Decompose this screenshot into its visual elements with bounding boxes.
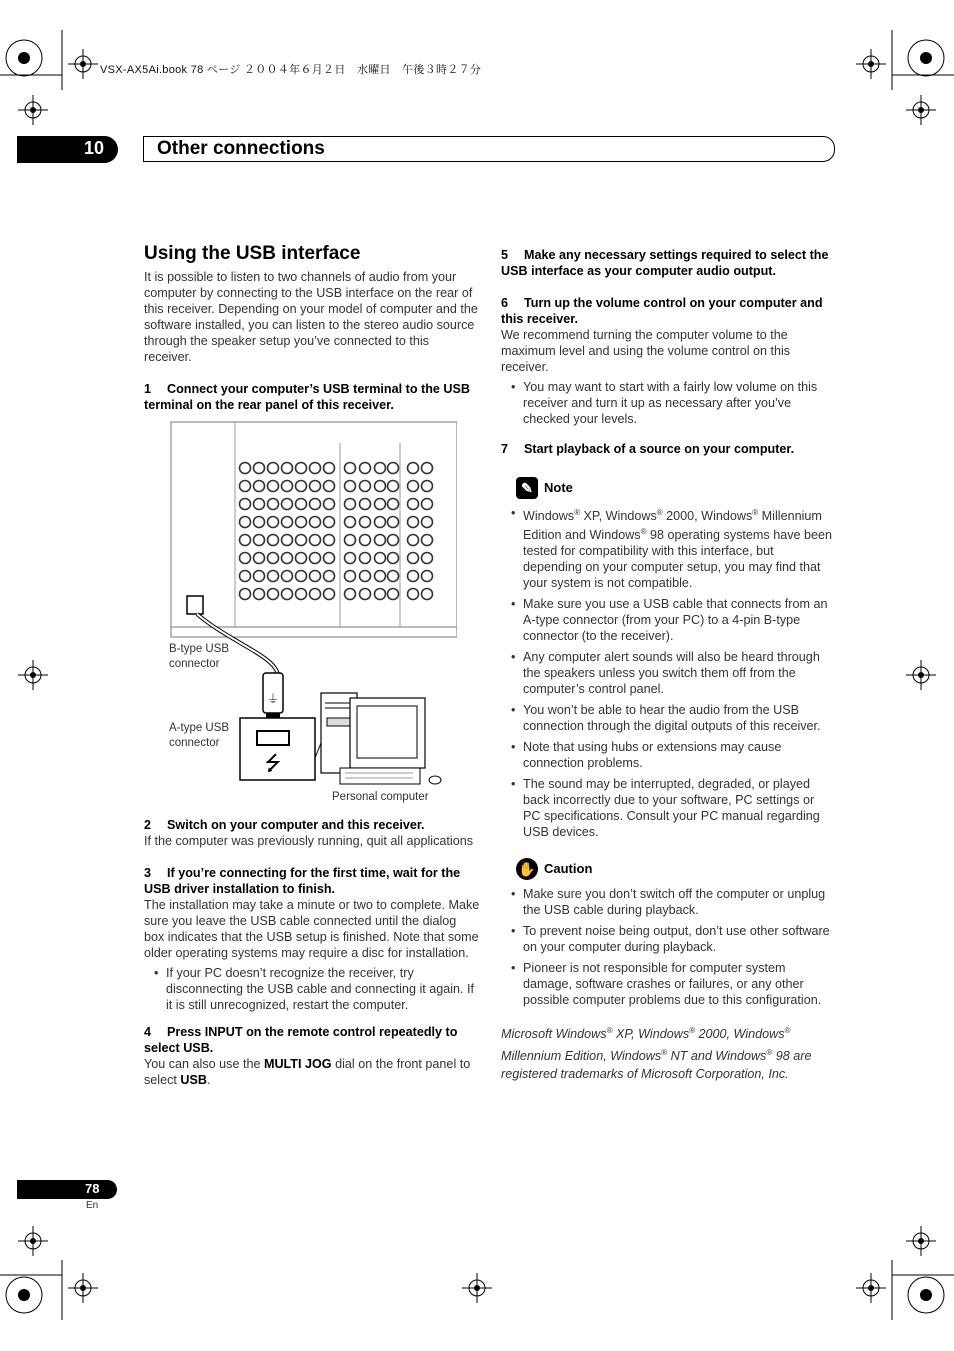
panel-jack-icon — [375, 481, 386, 492]
step-4-body: You can also use the MULTI JOG dial on the front panel to select USB. — [144, 1057, 471, 1087]
note-title: Note — [544, 480, 573, 495]
receiver-rear-panel — [171, 422, 457, 637]
usb-port-icon — [187, 596, 203, 614]
panel-jack-icon — [268, 463, 279, 474]
panel-jack-icon — [422, 499, 433, 510]
panel-jack-icon — [408, 571, 419, 582]
panel-jack-icon — [360, 589, 371, 600]
list-item: • If your PC doesn’t recognize the receiver, try disconnecting the USB cable and connecting it again. If it is still unrecognized, restart the computer. — [166, 965, 480, 1013]
panel-jack-icon — [282, 463, 293, 474]
panel-jack-icon — [240, 553, 251, 564]
panel-jack-icon — [345, 553, 356, 564]
panel-jack-icon — [268, 499, 279, 510]
list-item: • Pioneer is not responsible for computer system damage, software crashes or failures, or any other possible computer problems due to this configuration. — [523, 960, 835, 1008]
list-item: • To prevent noise being output, don’t use other software on your computer during playback. — [523, 923, 835, 955]
panel-jack-icon — [375, 589, 386, 600]
panel-jack-icon — [254, 571, 265, 582]
usb-connection-figure — [165, 418, 457, 810]
usb-symbol-icon: ⭍ — [264, 751, 282, 775]
panel-jack-icon — [408, 463, 419, 474]
section-title: Using the USB interface — [144, 243, 361, 264]
panel-jack-icon — [254, 499, 265, 510]
panel-jack-icon — [310, 517, 321, 528]
panel-jack-icon — [282, 571, 293, 582]
right-column — [501, 231, 835, 1083]
panel-jack-icon — [324, 589, 335, 600]
step-5: 5 Make any necessary settings required to select the USB interface as your computer audio output. — [501, 248, 829, 278]
step-1: 1 Connect your computer’s USB terminal to the USB terminal on the rear panel of this receiver. — [144, 382, 470, 412]
panel-jack-icon — [388, 535, 399, 546]
panel-jack-icon — [324, 571, 335, 582]
list-item: • The sound may be interrupted, degraded, or played back incorrectly due to your software, PC settings or PC specifications. Consult your PC manual regarding USB devices. — [523, 776, 835, 840]
panel-jack-icon — [268, 571, 279, 582]
list-item: • Note that using hubs or extensions may cause connection problems. — [523, 739, 835, 771]
panel-jack-icon — [240, 499, 251, 510]
panel-jack-icon — [282, 535, 293, 546]
chapter-number: 10 — [84, 138, 105, 158]
usb-a-port-icon — [257, 731, 289, 745]
panel-jack-icon — [388, 553, 399, 564]
panel-jack-icon — [282, 481, 293, 492]
note-pencil-icon: ✎ — [516, 477, 538, 499]
panel-jack-icon — [360, 535, 371, 546]
panel-jack-icon — [422, 589, 433, 600]
step-6-bullets — [501, 379, 835, 427]
panel-jack-icon — [324, 553, 335, 564]
step-6: 6 Turn up the volume control on your computer and this receiver. — [501, 296, 823, 326]
step-7: 7 Start playback of a source on your computer. — [501, 442, 795, 456]
panel-jack-icon — [375, 463, 386, 474]
panel-jack-icon — [422, 553, 433, 564]
panel-jack-icon — [345, 589, 356, 600]
panel-jack-icon — [375, 553, 386, 564]
panel-jack-icon — [408, 517, 419, 528]
panel-jack-icon — [282, 517, 293, 528]
panel-jack-icon — [310, 499, 321, 510]
panel-jack-icon — [240, 481, 251, 492]
panel-jack-icon — [360, 463, 371, 474]
panel-jack-icon — [324, 535, 335, 546]
panel-jack-icon — [296, 553, 307, 564]
panel-jack-icon — [422, 481, 433, 492]
panel-jack-icon — [422, 463, 433, 474]
chapter-title: Other connections — [157, 138, 325, 159]
panel-jack-icon — [360, 553, 371, 564]
panel-jack-icon — [268, 589, 279, 600]
panel-jack-icon — [268, 517, 279, 528]
step-2-body: If the computer was previously running, quit all applications — [144, 834, 474, 848]
trademark-notice: Microsoft Windows® XP, Windows® 2000, Windows® Millennium Edition, Windows® NT and Windows® 98 are registered trademarks of Microsoft Corporation, Inc. — [501, 1026, 812, 1081]
list-item: • Make sure you don’t switch off the computer or unplug the USB cable during playback. — [523, 886, 835, 918]
panel-jack-icon — [388, 571, 399, 582]
page-language: En — [86, 1200, 99, 1211]
panel-jack-icon — [375, 571, 386, 582]
panel-jack-icon — [422, 571, 433, 582]
panel-jack-icon — [422, 535, 433, 546]
panel-jack-icon — [408, 535, 419, 546]
panel-jack-icon — [240, 589, 251, 600]
panel-jack-icon — [324, 463, 335, 474]
panel-jack-icon — [254, 481, 265, 492]
panel-jack-icon — [408, 589, 419, 600]
panel-jack-icon — [254, 535, 265, 546]
left-column-bottom — [144, 801, 480, 1088]
panel-jack-icon — [375, 517, 386, 528]
panel-jack-icon — [388, 463, 399, 474]
panel-jack-icon — [240, 463, 251, 474]
panel-jack-icon — [296, 481, 307, 492]
list-item: • Windows® XP, Windows® 2000, Windows® Millennium Edition and Windows® 98 operating systems have been tested for compatibility with this interface, but depending on your computer setup, you may find that your system is not compatible. — [523, 505, 835, 591]
panel-jack-icon — [360, 571, 371, 582]
a-type-usb-label: A-type USB connector — [169, 722, 230, 749]
panel-jack-icon — [282, 499, 293, 510]
panel-jack-icon — [345, 463, 356, 474]
panel-jack-icon — [296, 517, 307, 528]
intro-paragraph: It is possible to listen to two channels of audio from your computer by connecting to the USB interface on the rear of this receiver. Depending on your model of computer and the software installed, you can listen to the stereo audio source through the speaker setup you’ve connected to this receiver. — [144, 270, 478, 364]
panel-jack-icon — [345, 499, 356, 510]
panel-jack-icon — [296, 463, 307, 474]
personal-computer-icon — [321, 693, 441, 784]
panel-jack-icon — [240, 517, 251, 528]
page-number-tab — [17, 1180, 117, 1199]
step-2: 2 Switch on your computer and this receiver. — [144, 818, 425, 832]
step-3: 3 If you’re connecting for the first time, wait for the USB driver installation to finish. — [144, 866, 461, 896]
panel-jack-icon — [268, 553, 279, 564]
panel-jack-icon — [408, 481, 419, 492]
panel-jack-icon — [296, 535, 307, 546]
panel-jack-icon — [268, 481, 279, 492]
left-column-top — [144, 269, 478, 413]
panel-jack-icon — [345, 481, 356, 492]
panel-jack-icon — [296, 571, 307, 582]
panel-jack-icon — [388, 589, 399, 600]
step-6-body: We recommend turning the computer volume to the maximum level and using the volume control on this receiver. — [501, 328, 791, 374]
panel-jack-icon — [310, 481, 321, 492]
caution-title: Caution — [544, 861, 593, 877]
step-4: 4 Press INPUT on the remote control repeatedly to select USB. — [144, 1025, 458, 1055]
panel-jack-icon — [254, 517, 265, 528]
panel-jack-icon — [282, 589, 293, 600]
panel-jack-icon — [240, 571, 251, 582]
b-type-usb-label: B-type USB connector — [169, 643, 230, 670]
panel-jack-icon — [422, 517, 433, 528]
panel-jack-icon — [388, 499, 399, 510]
list-item: • Make sure you use a USB cable that connects from an A-type connector (from your PC) to a 4-pin B-type connector (to the receiver). — [523, 596, 835, 644]
panel-jack-icon — [296, 589, 307, 600]
panel-jack-icon — [408, 499, 419, 510]
panel-jack-icon — [254, 589, 265, 600]
panel-jack-icon — [360, 481, 371, 492]
panel-jack-icon — [268, 535, 279, 546]
panel-jack-icon — [296, 499, 307, 510]
panel-jack-icon — [324, 481, 335, 492]
panel-jack-icon — [240, 535, 251, 546]
panel-jack-icon — [324, 517, 335, 528]
panel-jack-icon — [388, 481, 399, 492]
panel-jack-icon — [310, 553, 321, 564]
note-heading — [516, 477, 835, 499]
panel-jack-icon — [375, 535, 386, 546]
step-3-body: The installation may take a minute or two to complete. Make sure you leave the USB cable connected until the dialog box indicates that the USB setup is finished. Note that some older operating systems may require a disc for installation. — [144, 898, 480, 960]
step-3-bullets — [144, 965, 480, 1013]
panel-jack-icon — [345, 571, 356, 582]
list-item: • You may want to start with a fairly low volume on this receiver and turn it up as necessary after you’ve checked your levels. — [523, 379, 835, 427]
panel-jack-icon — [310, 535, 321, 546]
panel-jack-icon — [310, 571, 321, 582]
panel-jack-icon — [360, 517, 371, 528]
book-info: VSX-AX5Ai.book 78 ページ ２００４年６月２日 水曜日 午後３時２７分 — [100, 64, 482, 76]
panel-jack-icon — [310, 463, 321, 474]
svg-text:⏚: ⏚ — [266, 692, 280, 706]
panel-jack-icon — [254, 553, 265, 564]
panel-jack-icon — [310, 589, 321, 600]
panel-jack-icon — [375, 499, 386, 510]
caution-list — [501, 886, 835, 1008]
panel-jack-icon — [360, 499, 371, 510]
personal-computer-label: Personal computer — [332, 791, 429, 803]
list-item: • Any computer alert sounds will also be heard through the speakers unless you switch them off from the computer’s control panel. — [523, 649, 835, 697]
caution-heading — [516, 858, 835, 880]
panel-jack-icon — [388, 517, 399, 528]
panel-jack-icon — [282, 553, 293, 564]
list-item: • You won’t be able to hear the audio from the USB connection through the digital outputs of this receiver. — [523, 702, 835, 734]
panel-jack-icon — [254, 463, 265, 474]
caution-hand-icon: ✋ — [516, 858, 538, 880]
panel-jack-icon — [324, 499, 335, 510]
panel-jack-icon — [345, 535, 356, 546]
page-number: 78 — [85, 1181, 100, 1196]
panel-jack-icon — [408, 553, 419, 564]
note-list — [501, 505, 835, 840]
panel-jack-icon — [345, 517, 356, 528]
